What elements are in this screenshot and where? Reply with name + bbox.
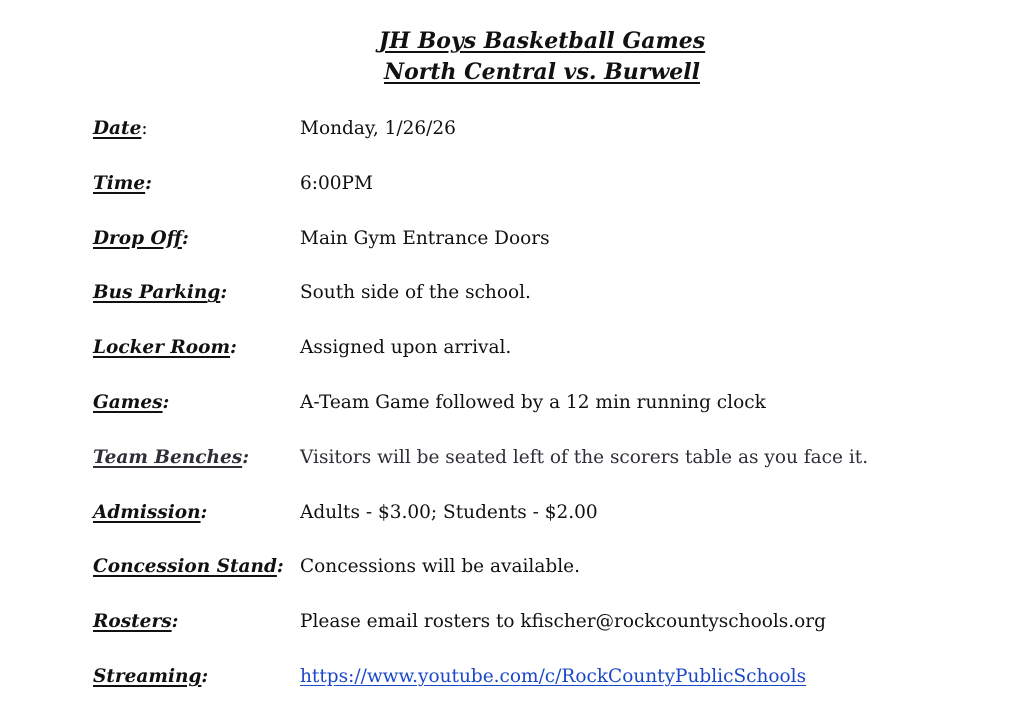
detail-label-bus-parking: Bus Parking: xyxy=(93,282,228,304)
detail-label-concession-stand: Concession Stand: xyxy=(93,556,284,578)
detail-row-drop-off xyxy=(93,224,993,279)
detail-label-admission: Admission: xyxy=(93,501,208,523)
detail-value-rosters: Please email rosters to kfischer@rockcountyschools.org xyxy=(300,611,826,633)
detail-label-team-benches: Team Benches: xyxy=(93,446,250,468)
document-header xyxy=(0,26,1024,88)
streaming-link[interactable]: https://www.youtube.com/c/RockCountyPublicSchools xyxy=(300,665,807,687)
detail-value-date: Monday, 1/26/26 xyxy=(300,118,456,139)
detail-label-date: Date: xyxy=(93,118,148,139)
detail-row-locker-room xyxy=(93,333,993,388)
detail-value-admission: Adults - $3.00; Students - $2.00 xyxy=(300,501,598,523)
detail-label-time: Time: xyxy=(93,172,152,194)
document-title: JH Boys Basketball Games xyxy=(378,28,706,54)
detail-value-streaming xyxy=(300,662,806,692)
detail-value-games: A-Team Game followed by a 12 min running clock xyxy=(300,391,766,413)
detail-label-drop-off: Drop Off: xyxy=(93,227,189,249)
detail-value-locker-room: Assigned upon arrival. xyxy=(300,337,512,359)
detail-label-rosters: Rosters: xyxy=(93,611,179,633)
detail-label-locker-room: Locker Room: xyxy=(93,337,237,359)
detail-row-concession-stand xyxy=(93,552,993,607)
detail-row-rosters xyxy=(93,607,993,662)
document-subtitle: North Central vs. Burwell xyxy=(383,59,701,85)
detail-value-bus-parking: South side of the school. xyxy=(300,282,531,304)
detail-label-streaming: Streaming: xyxy=(93,665,209,687)
detail-value-concession-stand: Concessions will be available. xyxy=(300,556,580,578)
detail-value-drop-off: Main Gym Entrance Doors xyxy=(300,227,550,249)
detail-row-games xyxy=(93,388,993,443)
detail-row-time xyxy=(93,169,993,224)
event-details xyxy=(93,114,993,717)
detail-row-bus-parking xyxy=(93,278,993,333)
detail-value-time: 6:00PM xyxy=(300,172,373,194)
detail-value-team-benches: Visitors will be seated left of the scorers table as you face it. xyxy=(300,446,869,468)
detail-row-admission xyxy=(93,498,993,553)
detail-row-team-benches xyxy=(93,443,993,498)
detail-row-streaming xyxy=(93,662,993,717)
detail-row-date xyxy=(93,114,993,169)
detail-label-games: Games: xyxy=(93,391,170,413)
